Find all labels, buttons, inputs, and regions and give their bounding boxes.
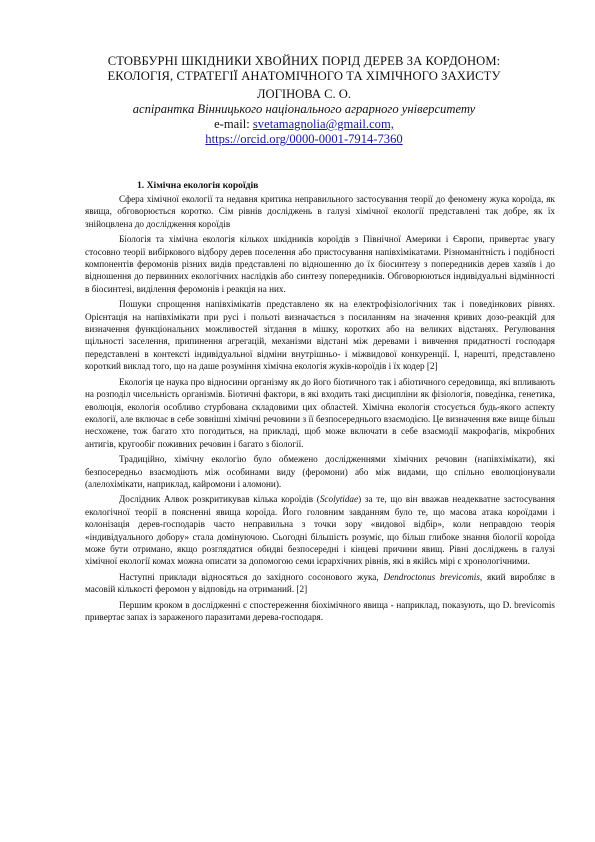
paragraph-6-taxon: Scolytidae [319,494,359,505]
body-paragraph-3: Пошуки спрощення напівхімікатів представлено як на електрофізіологічних так і поведінкових рівнях. Орієнтація на напівхімікати при русі і польоті визначається з посиланням на значення кривих дозо-реакцій для визначення функціональних можливостей зітдання в мішку, коротких або на великих відстанях. Регулювання щільності заселення, припинення агрегацій, механізми відстані між деревами і вивчення придатності господаря передставлені в контексті індивідуальної відміни внутрішньо- і міжвидової конкуренції. І, нарешті, представлено короткий виклад того, що на даше розуміння хімічна екологія жуків-короїдів і їх кодер [2] [85,299,555,372]
author-name: ЛОГІНОВА С. О. [256,87,352,101]
body-paragraph-2: Біологія та хімічна екологія кількох шкідників короїдів з Північної Америки і Європи, привертає увагу стосовно теорії вибіркового відбору дерев поселення або пристосування напівхімікатами. Різноманітність і подібності компонентів феромонів різних видів представлені по відношенню до їх біосинтезу з попередників дерев хазяїв і до відношення до первинних екологічних наслідків або синтезу попередників. Обговорюються індивідуальні відмінності в біосинтезі, виділення феромонів і реакція на них. [85,234,555,294]
section-heading: 1. Хімічна екологія короїдів [137,180,259,191]
paragraph-7-species: Dendroctonus brevicomis [383,571,480,582]
author-email-line [60,117,548,132]
orcid-line [60,132,548,147]
body-paragraph-8: Першим кроком в дослідженні є спостереження біохімічного явища - наприклад, показують, що D. brevicomis привертає запах із зараженого паразитами дерева-господаря. [85,599,555,622]
email-link[interactable]: svetamagnolia@gmail.com, [252,117,394,131]
title-line-2: ЕКОЛОГІЯ, СТРАТЕГІЇ АНАТОМІЧНОГО ТА ХІМІЧНОГО ЗАХИСТУ [107,69,501,83]
paper-body [85,193,555,626]
email-label: e-mail: [214,117,253,131]
body-paragraph-1: Сфера хімічної екології та недавня критика неправильного застосування теорії до феномену жука короїда, як явища, обговорюється коротко. Сім рівнів досліджень в галузі хімічної екології представлені так добре, як їх знійоцвлена до дослідження короїдів [85,194,555,229]
body-paragraph-5: Традиційно, хімічну екологію було обмежено дослідженнями хімічних речовин (напівхімікати), які безпосередньо взаємодіють між особинами виду (феромони) або між видами, що спільно еволюціонували (алелохімікати, наприклад, кайромони і аломони). [85,454,555,489]
paper-header [60,54,548,147]
paragraph-7-text-a: Наступні приклади відносяться до західного сосонового жука, [119,571,384,582]
paper-title [60,54,548,84]
title-line-1: СТОВБУРНІ ШКІДНИКИ ХВОЙНИХ ПОРІД ДЕРЕВ ЗА КОРДОНОМ: [107,54,501,68]
body-paragraph-4: Екологія це наука про відносини організму як до його біотичного так і абіотичного середовища, які впливають на розподіл чисельність організмів. Біотичні фактори, в які входить такі дисципліни як фізіологія, поведінка, генетика, еволюція, екологія особливо стурбована складовими цих областей. Хімічна екологія стосується будь-якого аспекту екології, але включає в себе зовнішні хімічні речовини з її безпосереднього взаємодією. Це визначення вже вище більш несхожене, тож багато хто погодиться, на прикладі, щоб може включати в себе взаємодії макрофагів, мікробних антигів, кругообіг поживних речовин і багато з біології. [85,376,555,449]
body-paragraph-6 [85,493,555,567]
paragraph-6-text-a: Дослідник Алвок розкритикував кілька короїдів ( [119,494,320,505]
paragraph-6-text-b: ) за те, що він вважав неадекватне застосування екологічної теорії в поясненні явища короїда. Його головним завданням було те, що масова атака короїдами і колонізація дерев-господарів часто неправильна з точки зору «видової відбір», коли неправдою теорія «індивідуального добору» стала домінуючою. Сьогодні більшість розуміє, що більш глибоке знання біології короїда може бути отримано, якщо розглядатися обидві безпосередні і кінцеві причини явищ. Рівні досліджень в галузі хімічної екології комах можна описати за допомогою семи ієрархічних рівнів, які в якійсь мірі є хронологічними. [85,494,555,567]
paragraph-7-text-b: , який виробляє в масовій кількості феромон у відповідь на отриманий. [2] [85,571,555,595]
orcid-link[interactable]: https://orcid.org/0000-0001-7914-7360 [205,132,403,146]
body-paragraph-7 [85,571,555,596]
author-affiliation: аспірантка Вінницького національного аграрного університету [132,102,476,116]
